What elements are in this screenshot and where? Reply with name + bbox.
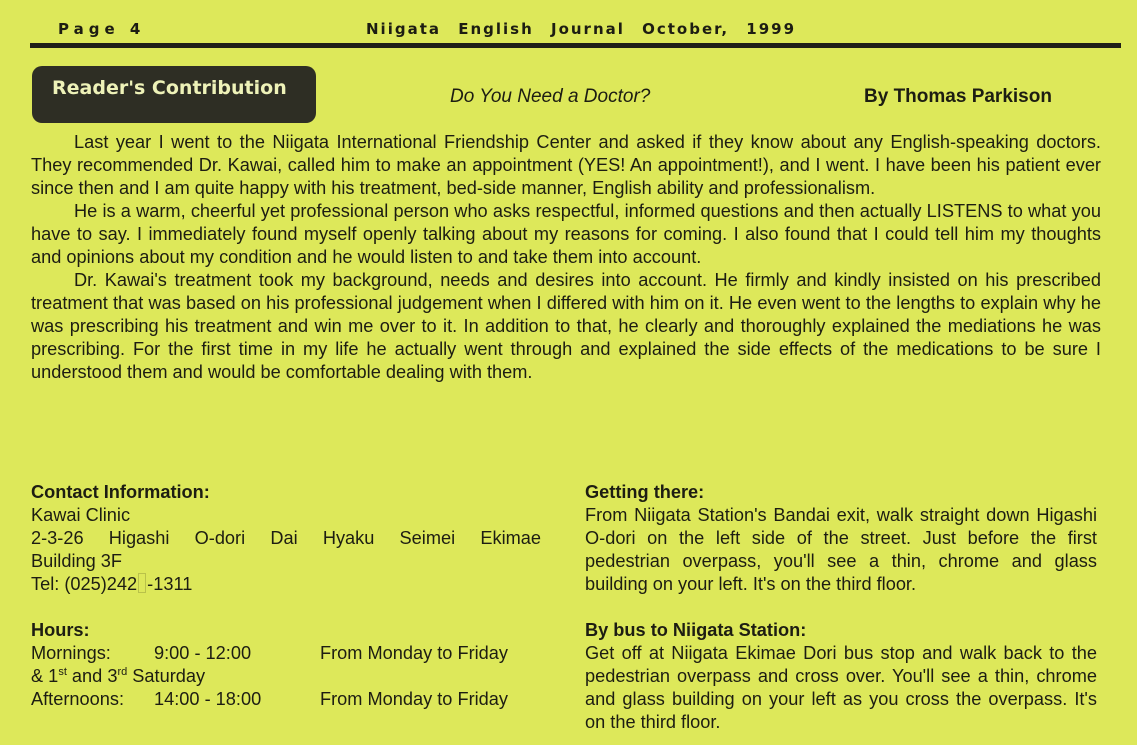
- paragraph: Dr. Kawai's treatment took my background, needs and desires into account. He firmly and kindly insisted on his prescribed treatment that was based on his professional judgement when I differed with him on it. He even went to the lengths to explain why he was prescribing his treatment and win me over to it. In addition to that, he clearly and thoroughly explained the mediations he was prescribing. For the first time in my life he actually went through and explained the side effects of the medications to be sure I understood them and would be comfortable dealing with them.: [31, 270, 1101, 382]
- section-label: Reader's Contribution: [52, 77, 287, 99]
- bus-text: Get off at Niigata Ekimae Dori bus stop and walk back to the pedestrian overpass and cross over. You'll see a thin, chrome and glass building on your left as you cross the overpass. It's on the third floor.: [585, 643, 1097, 732]
- clinic-name: Kawai Clinic: [31, 505, 131, 525]
- hours-days: From Monday to Friday: [320, 643, 508, 663]
- paragraph: He is a warm, cheerful yet professional person who asks respectful, informed questions and then actually LISTENS to what you have to say. I immediately found myself openly talking about my reasons for coming. I also found that I could tell him my thoughts and opinions about my condition and he would listen to and take them into account.: [31, 201, 1101, 267]
- address-line-2: Building 3F: [31, 551, 122, 571]
- header-rule: [30, 43, 1121, 48]
- hours-saturday: & 1st and 3rd Saturday: [31, 665, 206, 686]
- section-label-box: [32, 66, 316, 123]
- hours-row-mornings: [31, 642, 541, 665]
- contact-column: [31, 481, 541, 711]
- hours-days: From Monday to Friday: [320, 689, 508, 709]
- tel-suffix: -1311: [147, 574, 193, 594]
- redaction-mark: [138, 573, 146, 593]
- article-byline: By Thomas Parkison: [864, 86, 1052, 107]
- article-body: [31, 131, 1101, 384]
- hours-heading: Hours:: [31, 620, 90, 640]
- article-title: Do You Need a Doctor?: [450, 86, 651, 107]
- page-number: Page 4: [58, 20, 146, 38]
- contact-heading: Contact Information:: [31, 482, 210, 502]
- hours-label: Mornings:: [31, 643, 111, 663]
- address-line-1: 2-3-26 Higashi O-dori Dai Hyaku Seimei Ekimae: [31, 528, 541, 548]
- getting-there-heading: Getting there:: [585, 482, 705, 502]
- telephone: [31, 573, 541, 596]
- hours-time: 14:00 - 18:00: [154, 689, 262, 709]
- getting-there-text: From Niigata Station's Bandai exit, walk straight down Higashi O-dori on the left side of the street. Just before the first pedestrian overpass, you'll see a thin, chrome and glass building on your left. It's on the third floor.: [585, 505, 1097, 594]
- publication-line: Niigata English Journal October, 1999: [366, 20, 797, 38]
- bus-heading: By bus to Niigata Station:: [585, 620, 807, 640]
- page-header: [58, 18, 1117, 42]
- hours-time: 9:00 - 12:00: [154, 643, 252, 663]
- hours-label: Afternoons:: [31, 689, 125, 709]
- paragraph: Last year I went to the Niigata International Friendship Center and asked if they know about any English-speaking doctors. They recommended Dr. Kawai, called him to make an appointment (YES! An appointment!), and I went. I have been his patient ever since then and I am quite happy with his treatment, bed-side manner, English ability and professionalism.: [31, 132, 1101, 198]
- directions-column: [585, 481, 1097, 734]
- tel-prefix: Tel: (025)242: [31, 574, 138, 594]
- hours-row-afternoons: [31, 688, 541, 711]
